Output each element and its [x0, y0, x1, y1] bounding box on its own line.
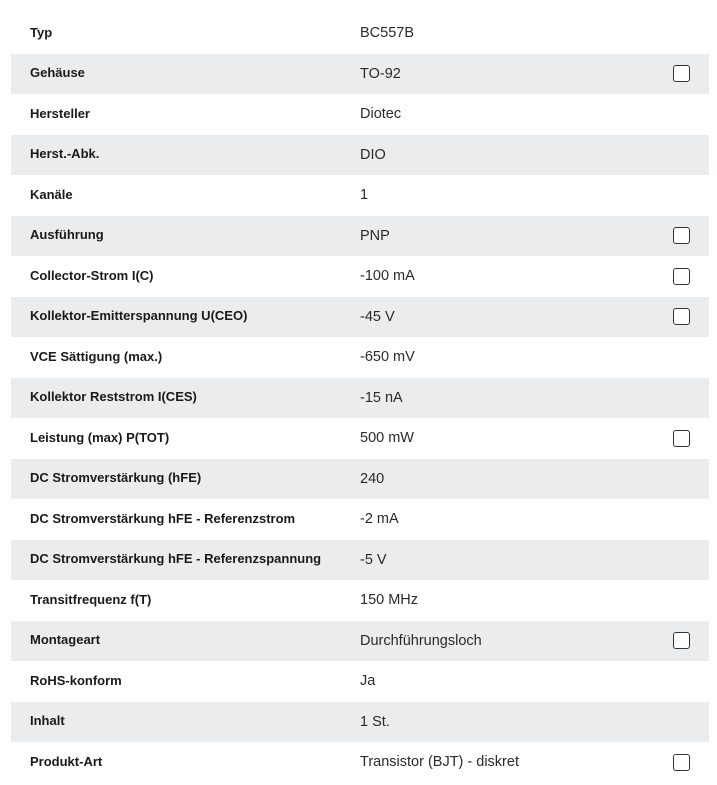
spec-value: -2 mA — [360, 511, 399, 528]
spec-value: Transistor (BJT) - diskret — [360, 754, 519, 771]
spec-label: Hersteller — [30, 105, 90, 121]
spec-label: Kanäle — [30, 186, 73, 202]
spec-label: Transitfrequenz f(T) — [30, 591, 152, 607]
spec-value: 500 mW — [360, 430, 414, 447]
spec-row — [11, 459, 709, 500]
spec-row — [11, 135, 709, 176]
spec-value: 240 — [360, 470, 385, 487]
filter-checkbox[interactable] — [673, 754, 690, 771]
spec-value: 150 MHz — [360, 592, 419, 609]
spec-row — [11, 499, 709, 540]
spec-label: RoHS-konform — [30, 672, 122, 688]
spec-row — [11, 175, 709, 216]
filter-checkbox[interactable] — [673, 430, 690, 447]
spec-label: Kollektor Reststrom I(CES) — [30, 389, 197, 405]
spec-label: Montageart — [30, 632, 101, 648]
spec-label: VCE Sättigung (max.) — [30, 348, 163, 364]
filter-checkbox[interactable] — [673, 268, 690, 285]
spec-value: 1 — [360, 187, 369, 204]
spec-row — [11, 378, 709, 419]
filter-checkbox[interactable] — [673, 632, 690, 649]
spec-row — [11, 337, 709, 378]
spec-label: Herst.-Abk. — [30, 146, 100, 162]
filter-checkbox[interactable] — [673, 227, 690, 244]
spec-value: -45 V — [360, 308, 395, 325]
spec-label: Inhalt — [30, 713, 65, 729]
spec-label: DC Stromverstärkung (hFE) — [30, 470, 202, 486]
spec-label: Typ — [30, 24, 53, 40]
spec-row — [11, 702, 709, 743]
spec-label: Produkt-Art — [30, 753, 103, 769]
spec-row — [11, 580, 709, 621]
spec-row — [11, 621, 709, 662]
spec-label: DC Stromverstärkung hFE - Referenzstrom — [30, 510, 296, 526]
spec-value: -15 nA — [360, 389, 403, 406]
spec-value: PNP — [360, 227, 390, 244]
spec-label: Gehäuse — [30, 65, 85, 81]
spec-row — [11, 94, 709, 135]
spec-row — [11, 54, 709, 95]
spec-row — [11, 418, 709, 459]
spec-label: DC Stromverstärkung hFE - Referenzspannung — [30, 551, 322, 567]
spec-value: -100 mA — [360, 268, 415, 285]
spec-value: BC557B — [360, 25, 415, 42]
spec-value: DIO — [360, 146, 386, 163]
filter-checkbox[interactable] — [673, 65, 690, 82]
spec-row — [11, 661, 709, 702]
spec-label: Leistung (max) P(TOT) — [30, 429, 170, 445]
spec-row — [11, 13, 709, 54]
spec-value: TO-92 — [360, 65, 401, 82]
spec-label: Ausführung — [30, 227, 104, 243]
spec-row — [11, 256, 709, 297]
specification-table — [11, 13, 709, 783]
spec-value: 1 St. — [360, 713, 390, 730]
spec-value: -5 V — [360, 551, 387, 568]
spec-row — [11, 297, 709, 338]
spec-value: -650 mV — [360, 349, 415, 366]
filter-checkbox[interactable] — [673, 308, 690, 325]
spec-row — [11, 540, 709, 581]
spec-value: Diotec — [360, 106, 402, 123]
spec-label: Collector-Strom I(C) — [30, 267, 154, 283]
spec-value: Ja — [360, 673, 376, 690]
spec-row — [11, 216, 709, 257]
spec-row — [11, 742, 709, 783]
spec-label: Kollektor-Emitterspannung U(CEO) — [30, 308, 248, 324]
spec-value: Durchführungsloch — [360, 632, 482, 649]
